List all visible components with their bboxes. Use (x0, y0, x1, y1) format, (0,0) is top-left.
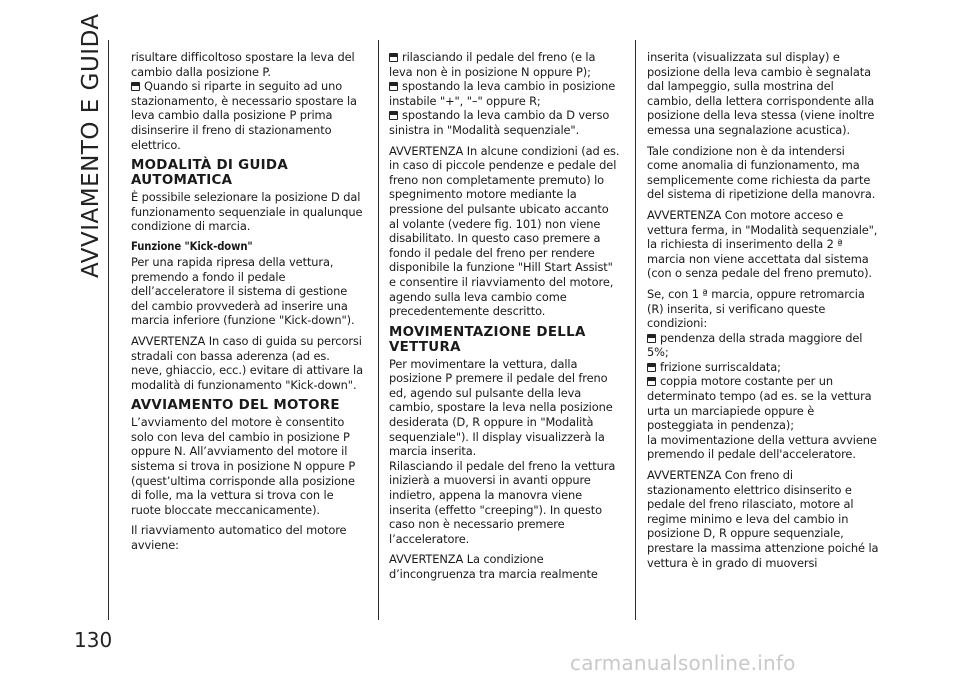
bullet-text: frizione surriscaldata; (660, 359, 781, 374)
bullet-item (647, 374, 879, 432)
paragraph: Tale condizione non è da intendersi come anomalia di funzionamento, ma semplicemente come richiesta da parte del sistema di ripetizione della manovra. (647, 143, 876, 202)
subheading-kick-down: Funzione "Kick-down" (131, 239, 253, 253)
paragraph: Per movimentare la vettura, dalla posizione P premere il pedale del freno ed, agendo sul pulsante della leva cambio, spostare la leva nella posizione desiderata (D, R oppure in "Modalità sequenziale"). Il display visualizzerà la marcia inserita. (389, 356, 613, 459)
column-3 (647, 50, 879, 576)
warning-paragraph: AVVERTENZA In caso di guida su percorsi stradali con bassa aderenza (ad es. neve, ghiaccio, ecc.) evitare di attivare la modalità di funzionamento "Kick-down". (131, 333, 363, 392)
bullet-text: Quando si riparte in seguito ad uno stazionamento, è necessario spostare la leva cambio dalla posizione P prima disinserire il freno di stazionamento elettrico. (131, 79, 357, 152)
column-divider (378, 40, 379, 620)
paragraph: Per una rapida ripresa della vettura, premendo a fondo il pedale dell’acceleratore il sistema di gestione del cambio provvederà ad inserire una marcia inferiore (funzione "Kick-down"). (131, 254, 355, 328)
bullet-item (389, 108, 621, 137)
bullet-icon (647, 334, 656, 343)
side-divider (108, 40, 109, 620)
watermark: carmanualsonline.info (570, 651, 796, 675)
paragraph: Se, con 1 ª marcia, oppure retromarcia (R) inserita, si verificano queste condizioni: (647, 286, 865, 331)
column-2 (389, 50, 621, 588)
heading-movimentazione-vettura: MOVIMENTAZIONE DELLA VETTURA (389, 324, 586, 355)
heading-modalita-guida-automatica: MODALITÀ DI GUIDA AUTOMATICA (131, 158, 289, 189)
paragraph: risultare difficoltoso spostare la leva del cambio dalla posizione P. (131, 50, 355, 79)
bullet-text: pendenza della strada maggiore del 5%; (647, 330, 863, 360)
section-side-title: AVVIAMENTO E GUIDA (78, 13, 104, 278)
bullet-text: spostando la leva cambio in posizione instabile "+", "–" oppure R; (389, 79, 616, 108)
bullet-icon (389, 111, 398, 120)
heading-avviamento-motore: AVVIAMENTO DEL MOTORE (131, 398, 340, 414)
paragraph: inserita (visualizzata sul display) e posizione della leva cambio è segnalata dal lampeggio, sulla mostrina del cambio, della lettera corrispondente alla posizione della leva stessa (viene inoltre emessa una segnalazione acustica). (647, 50, 875, 137)
paragraph: È possibile selezionare la posizione D dal funzionamento sequenziale in qualunque condizione di marcia. (131, 190, 363, 234)
bullet-item (647, 360, 879, 375)
paragraph: Il riavviamento automatico del motore avviene: (131, 523, 347, 553)
bullet-icon (389, 82, 398, 91)
paragraph: la movimentazione della vettura avviene premendo il pedale dell'acceleratore. (647, 432, 877, 462)
bullet-text: coppia motore costante per un determinato tempo (ad es. se la vettura urta un marciapiede oppure è posteggiata in pendenza); (647, 374, 872, 433)
bullet-item (389, 79, 621, 108)
column-1 (131, 50, 363, 559)
warning-paragraph: AVVERTENZA Con motore acceso e vettura ferma, in "Modalità sequenziale", la richiesta di inserimento della 2 ª marcia non viene accettata dal sistema (con o senza pedale del freno premuto). (647, 207, 878, 281)
bullet-item (647, 331, 879, 360)
warning-paragraph: AVVERTENZA La condizione d’incongruenza tra marcia realmente (389, 552, 598, 581)
bullet-icon (647, 363, 656, 372)
bullet-icon (131, 82, 140, 91)
paragraph: Rilasciando il pedale del freno la vettura inizierà a muoversi in avanti oppure indietro, appena la manovra viene inserita (effetto "creeping"). In questo caso non è necessario premere l’acceleratore. (389, 458, 616, 546)
warning-paragraph: AVVERTENZA In alcune condizioni (ad es. in caso di piccole pendenze e pedale del freno non completamente premuto) lo spegnimento motore mediante la pressione del pulsante ubicato accanto al volante (vedere fig. 101) non viene disabilitato. In questo caso premere a fondo il pedale del freno per rendere disponibile la funzione "Hill Start Assist" e consentire il riavviamento del motore, agendo sulla leva cambio come precedentemente descritto. (389, 143, 620, 319)
bullet-item (131, 79, 363, 152)
bullet-text: spostando la leva cambio da D verso sinistra in "Modalità sequenziale". (389, 108, 610, 137)
bullet-text: rilasciando il pedale del freno (e la leva non è in posizione N oppure P); (389, 50, 596, 79)
bullet-item (389, 50, 621, 79)
bullet-icon (389, 53, 398, 62)
warning-paragraph: AVVERTENZA Con freno di stazionamento elettrico disinserito e pedale del freno rilasciato, motore al regime minimo e leva del cambio in posizione D, R oppure sequenziale, prestare la massima attenzione poiché la vettura è in grado di muoversi (647, 468, 879, 570)
column-divider (635, 40, 636, 620)
bullet-icon (647, 377, 656, 386)
page-number: 130 (74, 628, 113, 652)
paragraph: L’avviamento del motore è consentito solo con leva del cambio in posizione P oppure N. All’avviamento del motore il sistema si trova in posizione N oppure P (quest’ultima corrisponde alla posizione di folle, ma la vettura si trova con le ruote bloccate meccanicamente). (131, 415, 356, 517)
